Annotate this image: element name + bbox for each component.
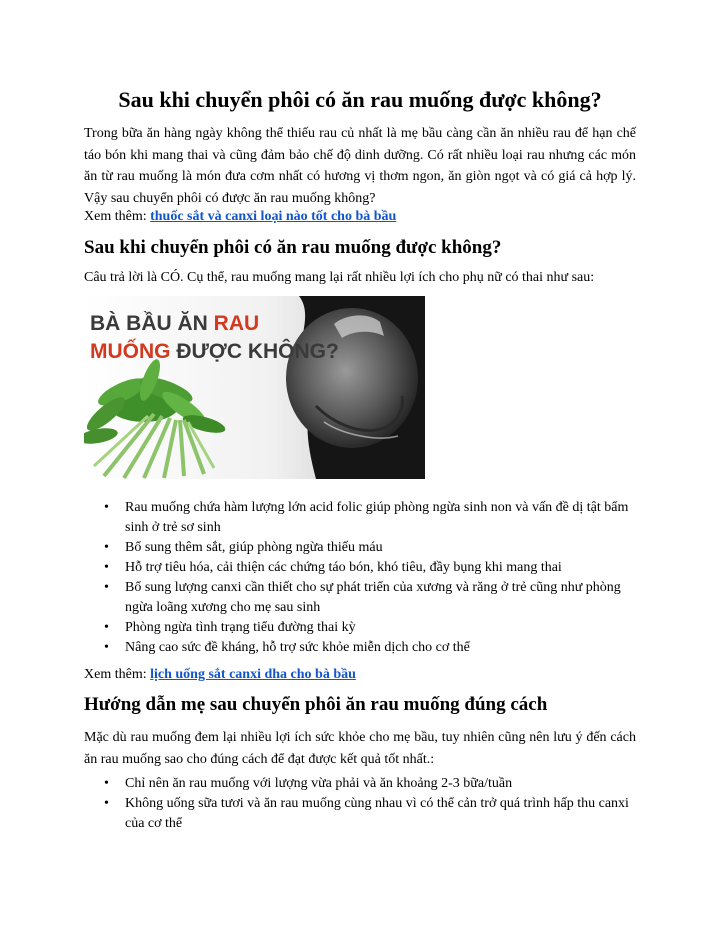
iron-calcium-link[interactable]: thuốc sắt và canxi loại nào tốt cho bà bầu <box>150 209 397 224</box>
bullet-icon: • <box>104 500 109 515</box>
benefits-list <box>84 498 636 658</box>
see-more-2 <box>84 664 636 686</box>
bullet-icon: • <box>104 776 109 791</box>
image-text-1a: BÀ BẦU ĂN <box>90 312 214 335</box>
list-item: • Rau muống chứa hàm lượng lớn acid folic giúp phòng ngừa sinh non và vấn đề dị tật bẩm sinh ở trẻ sơ sinh <box>104 500 629 535</box>
list-item: • Phòng ngừa tình trạng tiểu đường thai kỳ <box>84 618 636 638</box>
bullet-icon: • <box>104 560 109 575</box>
list-item: • Bổ sung thêm sắt, giúp phòng ngừa thiếu máu <box>84 538 636 558</box>
bullet-icon: • <box>104 580 109 595</box>
bullet-icon: • <box>104 620 109 635</box>
image-text-2b: ĐƯỢC KHÔNG? <box>170 340 339 363</box>
tips-list <box>84 774 636 834</box>
page-title: Sau khi chuyển phôi có ăn rau muống được không? <box>118 87 602 112</box>
image-text-1b: RAU <box>213 312 260 335</box>
list-item: • Hỗ trợ tiêu hóa, cải thiện các chứng táo bón, khó tiêu, đầy bụng khi mang thai <box>84 558 636 578</box>
see-more-1 <box>84 206 636 228</box>
section1-heading: Sau khi chuyển phôi có ăn rau muống được không? <box>84 237 502 258</box>
article-image <box>84 296 425 479</box>
section2-heading: Hướng dẫn mẹ sau chuyển phôi ăn rau muống đúng cách <box>84 694 548 715</box>
image-text-2a: MUỐNG <box>90 340 171 363</box>
list-item: • Nâng cao sức đề kháng, hỗ trợ sức khỏe miễn dịch cho cơ thể <box>84 638 636 658</box>
list-item: • Bổ sung lượng canxi cần thiết cho sự phát triển của xương và răng ở trẻ cũng như phòng ngừa loãng xương cho mẹ sau sinh <box>104 580 621 615</box>
see-more-2-label: Xem thêm: <box>84 667 151 682</box>
bullet-icon: • <box>104 640 109 655</box>
svg-text:MUỐNG ĐƯỢC KHÔNG? <box>90 339 339 363</box>
bullet-icon: • <box>104 540 109 555</box>
iron-calcium-dha-schedule-link[interactable]: lịch uống sắt canxi dha cho bà bầu <box>150 667 356 682</box>
list-item: • Không uống sữa tươi và ăn rau muống cùng nhau vì có thể cản trở quá trình hấp thu canxi của cơ thể <box>104 796 629 831</box>
list-item: • Chỉ nên ăn rau muống với lượng vừa phải và ăn khoảng 2-3 bữa/tuần <box>84 774 636 794</box>
section2-paragraph: Mặc dù rau muống đem lại nhiều lợi ích sức khỏe cho mẹ bầu, tuy nhiên cũng nên lưu ý đến cách ăn rau muống sao cho đúng cách để đạt được kết quả tốt nhất.: <box>84 730 636 767</box>
intro-paragraph: Trong bữa ăn hàng ngày không thể thiếu rau củ nhất là mẹ bầu càng cần ăn nhiều rau để hạn chế táo bón khi mang thai và cũng đảm bảo chế độ dinh dưỡng. Có rất nhiều loại rau nhưng các món ăn từ rau muống là món đưa cơm nhất có hương vị thơm ngon, ăn giòn ngọt và có giá cả hợp lý. Vậy sau chuyển phôi có được ăn rau muống không? <box>84 126 636 206</box>
see-more-1-label: Xem thêm: <box>84 209 151 224</box>
section1-answer: Câu trả lời là CÓ. Cụ thể, rau muống mang lại rất nhiều lợi ích cho phụ nữ có thai như sau: <box>84 270 595 285</box>
bullet-icon: • <box>104 796 109 811</box>
svg-text:BÀ BẦU ĂN RAU <box>90 312 259 335</box>
pregnant-spinach-image <box>84 296 425 479</box>
